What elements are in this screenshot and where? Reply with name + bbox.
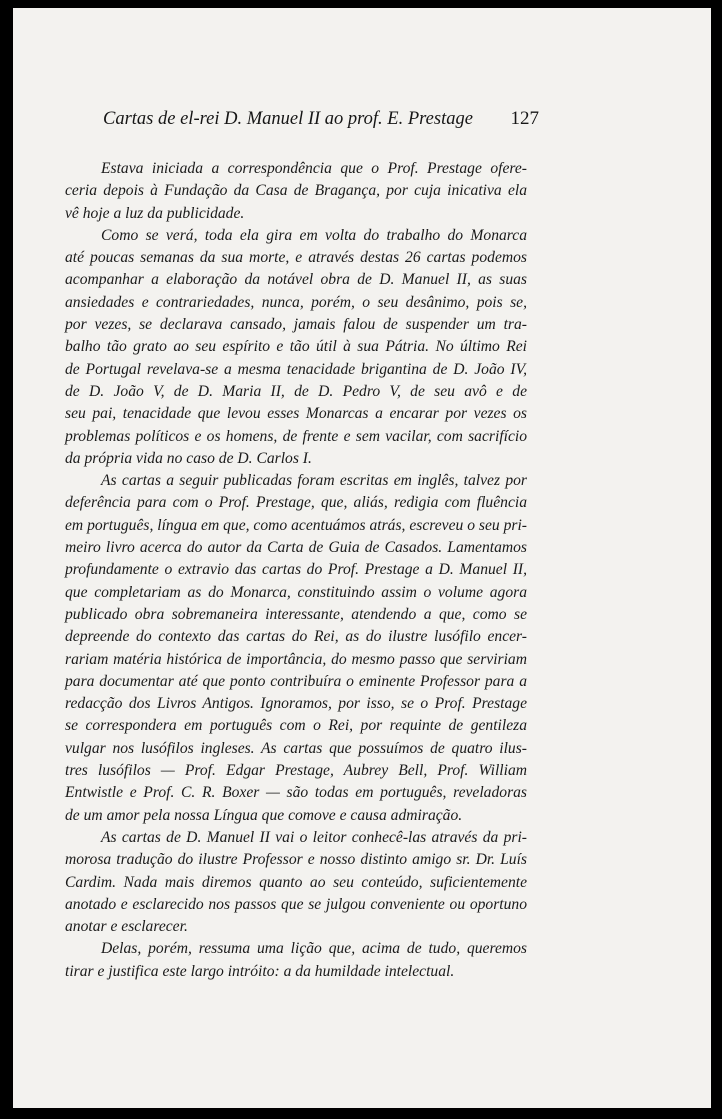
text-line: tres lusófilos — Prof. Edgar Prestage, Aubrey Bell, Prof. William (65, 762, 527, 780)
text-line: problemas políticos e os homens, de frente e sem vacilar, com sacrifício (65, 427, 527, 445)
text-line: de D. João V, de D. Maria II, de D. Pedro V, de seu avô e de (65, 382, 527, 400)
paragraph (65, 470, 527, 827)
text-line: anotado e esclarecido nos passos que se julgou conveniente ou oportuno (65, 895, 527, 913)
text-line: para documentar até que ponto contribuíra o eminente Professor para a (65, 672, 527, 690)
text-line: tirar e justifica este largo intróito: a da humildade intelectual. (65, 962, 455, 980)
text-line: acompanhar a elaboração da notável obra de D. Manuel II, as suas (65, 271, 527, 289)
text-line: balho tão grato ao seu espírito e tão útil à sua Pátria. No último Rei (65, 338, 527, 356)
text-line: que completariam as do Monarca, constituindo assim o volume agora (65, 583, 527, 601)
text-line: depreende do contexto das cartas do Rei, as do ilustre lusófilo encer- (65, 628, 527, 646)
text-line: morosa tradução do ilustre Professor e nosso distinto amigo sr. Dr. Luís (65, 851, 527, 869)
text-line: Entwistle e Prof. C. R. Boxer — são todas em português, reveladoras (65, 784, 527, 802)
text-line: Cardim. Nada mais diremos quanto ao seu conteúdo, suficientemente (65, 873, 527, 891)
text-line: de Portugal revelava-se a mesma tenacidade brigantina de D. João IV, (65, 360, 527, 378)
text-line: Estava iniciada a correspondência que o Prof. Prestage ofere- (101, 160, 527, 177)
text-line: profundamente o extravio das cartas do Prof. Prestage a D. Manuel II, (65, 561, 527, 579)
text-line: Delas, porém, ressuma uma lição que, acima de tudo, queremos (101, 940, 527, 958)
text-line: meiro livro acerca do autor da Carta de Guia de Casados. Lamentamos (65, 539, 527, 557)
text-line: por vezes, se declarava cansado, jamais falou de suspender um tra- (65, 316, 527, 334)
text-line: redacção dos Livros Antigos. Ignoramos, por isso, se o Prof. Prestage (65, 695, 527, 713)
page-number: 127 (510, 108, 539, 129)
body-text (65, 158, 527, 983)
text-line: anotar e esclarecer. (65, 918, 188, 936)
text-line: As cartas a seguir publicadas foram escritas em inglês, talvez por (101, 472, 527, 490)
paragraph (65, 158, 527, 225)
text-line: ceria depois à Fundação da Casa de Bragança, por cuja inicativa ela (65, 182, 527, 200)
text-line: se correspondera em português com o Rei, por requinte de gentileza (65, 717, 527, 735)
text-line: até poucas semanas da sua morte, e através destas 26 cartas podemos (65, 249, 527, 267)
text-line: ansiedades e contrariedades, nunca, porém, o seu desânimo, pois se, (65, 293, 527, 311)
text-line: de um amor pela nossa Língua que comove e causa admiração. (65, 806, 463, 824)
text-line: vulgar nos lusófilos ingleses. As cartas que possuímos de quatro ilus- (65, 739, 527, 757)
text-line: Como se verá, toda ela gira em volta do trabalho do Monarca (101, 226, 527, 244)
text-line: deferência para com o Prof. Prestage, que, aliás, redigia com fluência (65, 494, 527, 512)
paragraph (65, 225, 527, 470)
paragraph (65, 938, 527, 983)
text-line: publicado obra sobremaneira interessante, atendendo a que, como se (65, 605, 527, 623)
paragraph (65, 827, 527, 938)
text-line: rariam matéria histórica de importância, do mesmo passo que serviriam (65, 650, 527, 668)
text-line: vê hoje a luz da publicidade. (65, 204, 245, 222)
running-title: Cartas de el-rei D. Manuel II ao prof. E. Prestage (103, 109, 473, 129)
book-page (13, 8, 711, 1108)
text-line: As cartas de D. Manuel II vai o leitor conhecê-las através da pri- (101, 828, 527, 846)
text-line: seu pai, tenacidade que levou esses Monarcas a encarar por vezes os (65, 405, 527, 423)
text-line: da própria vida no caso de D. Carlos I. (65, 449, 312, 467)
page-header (103, 108, 539, 138)
text-line: em português, língua em que, como acentuámos atrás, escreveu o seu pri- (65, 516, 527, 534)
